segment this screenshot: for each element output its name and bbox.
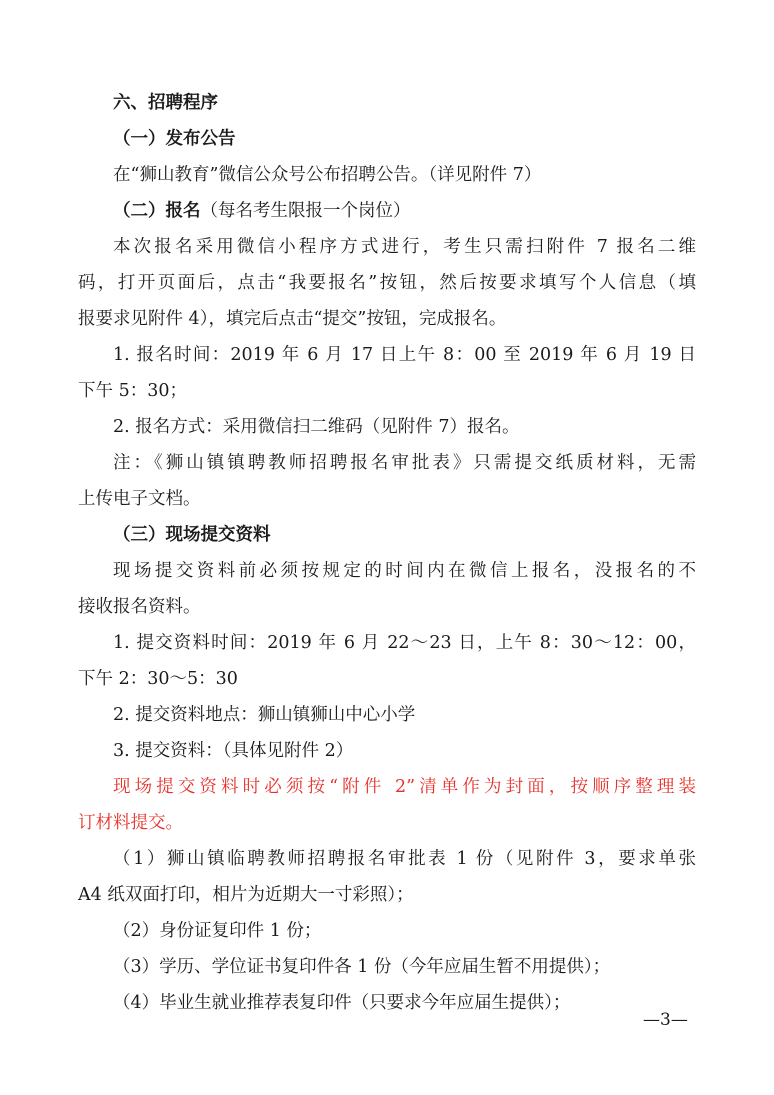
sub2-para-line: 本次报名采用微信小程序方式进行，考生只需扫附件 7 报名二维 — [113, 237, 696, 257]
sub2-heading: （二）报名 — [113, 201, 201, 221]
sub2-heading-line — [113, 199, 411, 223]
sub3-red-note-line: 订材料提交。 — [78, 813, 183, 833]
sub1-heading: （一）发布公告 — [113, 129, 236, 149]
list-item-1-line: A4 纸双面打印，相片为近期大一寸彩照）； — [78, 885, 414, 905]
sub2-heading-note: （每名考生限报一个岗位） — [200, 201, 411, 221]
sub2-note-line: 注：《狮山镇镇聘教师招聘报名审批表》只需提交纸质材料，无需 — [113, 453, 696, 473]
list-item-2: （2）身份证复印件 1 份； — [113, 921, 322, 941]
list-item-4: （4）毕业生就业推荐表复印件（只要求今年应届生提供）； — [113, 993, 571, 1013]
sub3-red-note-line: 现场提交资料时必须按“附件 2”清单作为封面，按顺序整理装 — [113, 777, 696, 797]
sub1-text: 在“狮山教育”微信公众号公布招聘公告。（详见附件 7） — [113, 165, 542, 185]
sub3-para-line: 接收报名资料。 — [78, 597, 201, 617]
section-heading: 六、招聘程序 — [113, 93, 218, 113]
sub3-item3: 3. 提交资料：（具体见附件 2） — [113, 741, 354, 761]
list-item-3: （3）学历、学位证书复印件各 1 份（今年应届生暂不用提供）； — [113, 957, 611, 977]
page-number: —3— — [643, 1010, 688, 1030]
sub2-para-line: 报要求见附件 4），填完后点击“提交”按钮，完成报名。 — [78, 309, 507, 329]
sub2-item1-line: 1. 报名时间：2019 年 6 月 17 日上午 8：00 至 2019 年 6 月 19 日 — [113, 345, 696, 365]
sub3-item2: 2. 提交资料地点：狮山镇狮山中心小学 — [113, 705, 416, 725]
sub3-item1-line: 下午 2：30～5：30 — [78, 669, 238, 689]
list-item-1-line: （1）狮山镇临聘教师招聘报名审批表 1 份（见附件 3，要求单张 — [113, 849, 696, 869]
sub2-item1-line: 下午 5：30； — [78, 381, 187, 401]
sub3-item1-line: 1. 提交资料时间：2019 年 6 月 22～23 日，上午 8：30～12：00， — [113, 633, 696, 653]
sub2-note-line: 上传电子文档。 — [78, 489, 201, 509]
sub2-para-line: 码，打开页面后，点击“我要报名”按钮，然后按要求填写个人信息（填 — [78, 273, 696, 293]
sub3-para-line: 现场提交资料前必须按规定的时间内在微信上报名，没报名的不 — [113, 561, 696, 581]
sub2-item2: 2. 报名方式：采用微信扫二维码（见附件 7）报名。 — [113, 417, 520, 437]
sub3-heading: （三）现场提交资料 — [113, 525, 271, 545]
